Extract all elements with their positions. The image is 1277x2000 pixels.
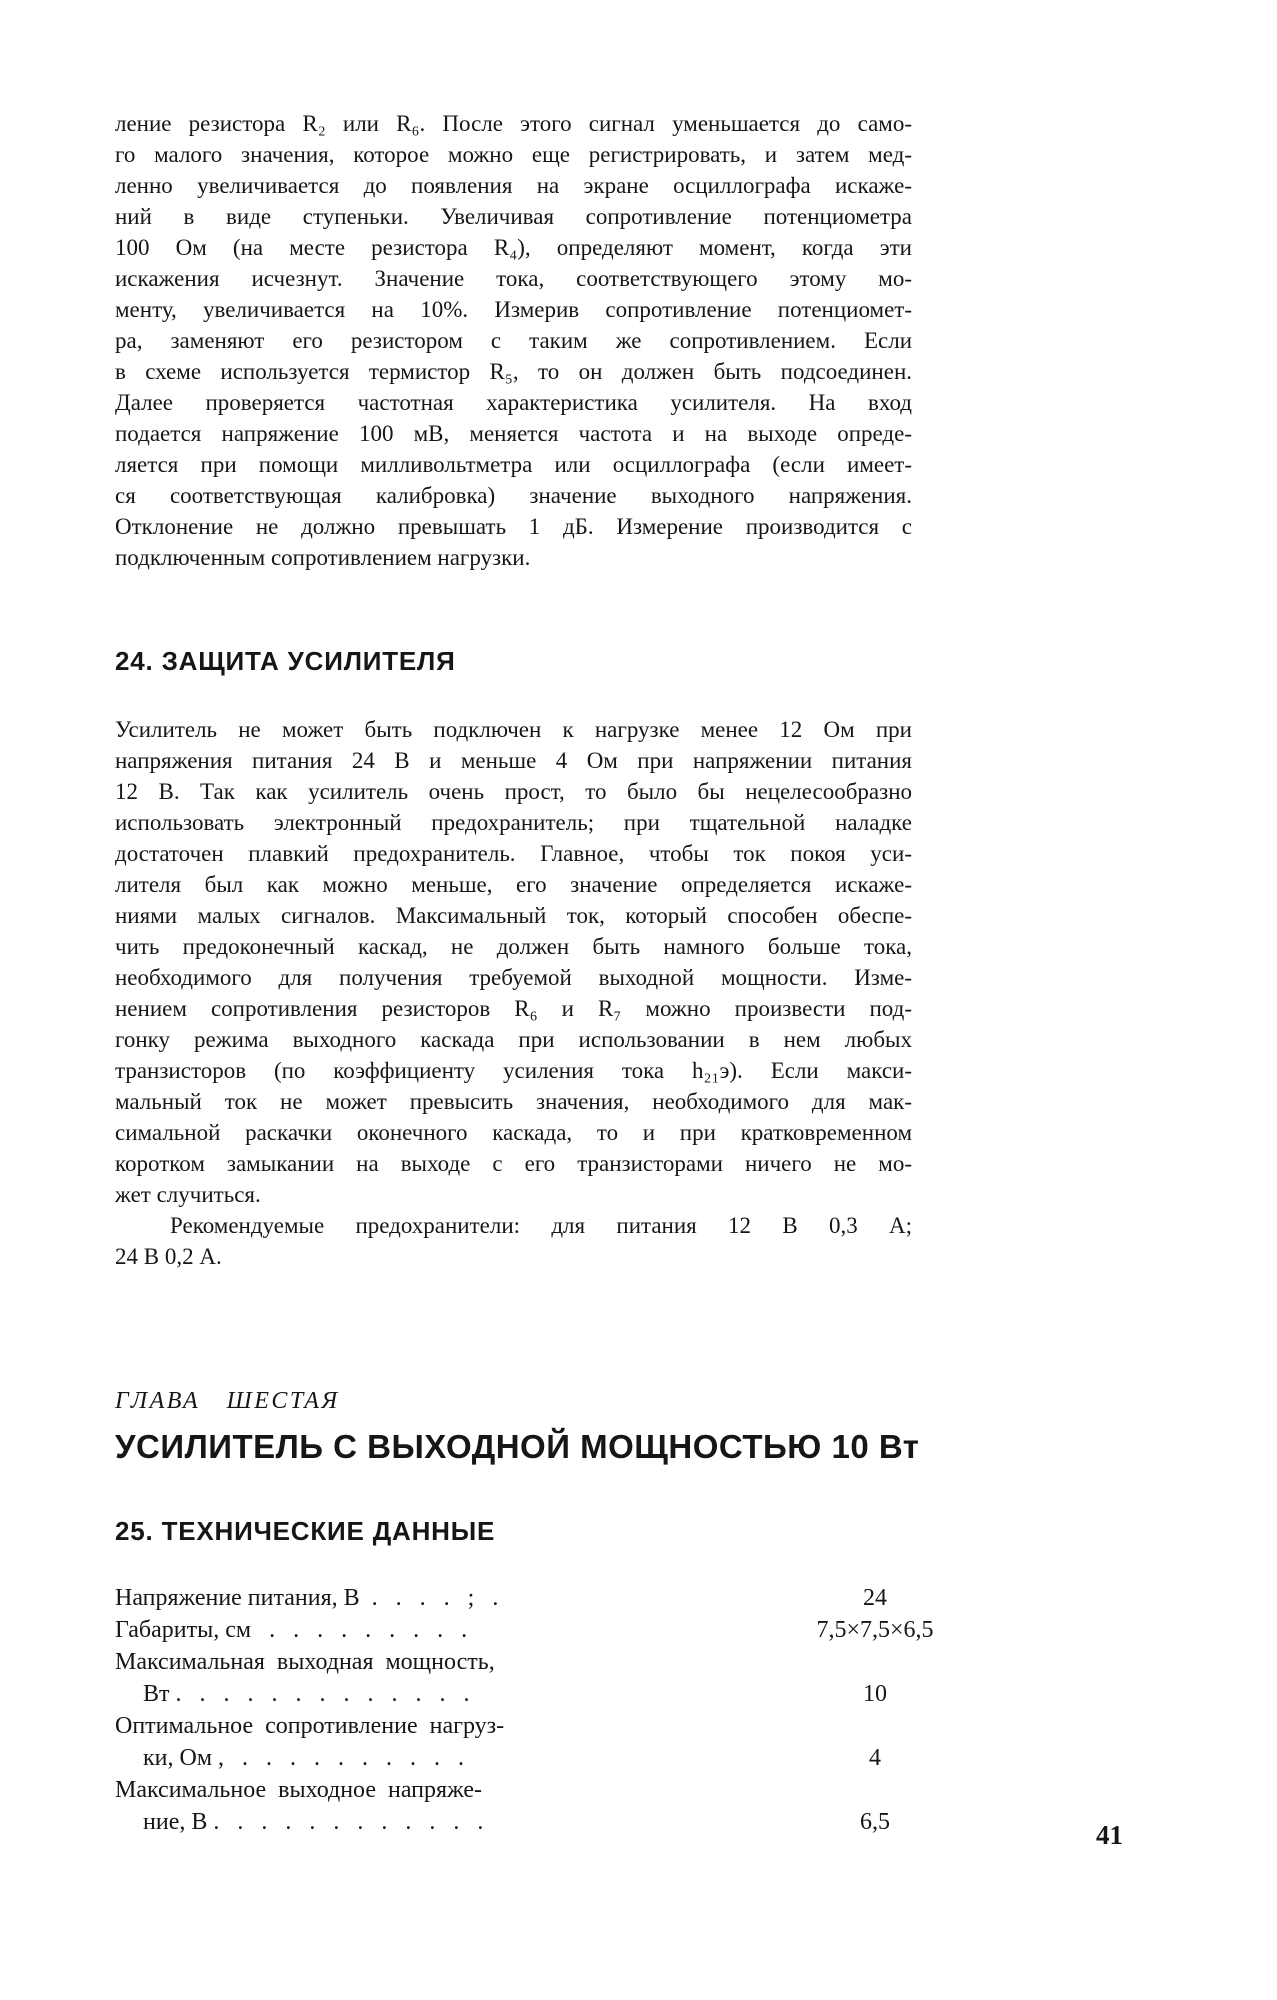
chapter-title: УСИЛИТЕЛЬ С ВЫХОДНОЙ МОЩНОСТЬЮ 10 Вт xyxy=(115,1428,920,1465)
text-line: коротком замыкании на выходе с его транзисторами ничего не мо- xyxy=(115,1151,912,1176)
text-line: транзисторов (по коэффициенту усиления тока h₂₁э). Если макси- xyxy=(115,1058,912,1083)
spec-row xyxy=(115,1710,912,1742)
spec-row xyxy=(115,1614,934,1646)
section-24-paragraph xyxy=(115,714,912,1210)
spec-value: 4 xyxy=(869,1745,881,1771)
text-line: Далее проверяется частотная характеристика усилителя. На вход xyxy=(115,390,912,415)
spec-value: 10 xyxy=(863,1681,887,1707)
text-line: чить предоконечный каскад, не должен быть намного больше тока, xyxy=(115,934,912,959)
section-24-heading: 24. ЗАЩИТА УСИЛИТЕЛЯ xyxy=(115,646,456,676)
text-line: искажения исчезнут. Значение тока, соответствующего этому мо- xyxy=(115,266,912,291)
spec-label: ние, В . . . . . . . . . . . . xyxy=(143,1809,484,1835)
text-line: ниями малых сигналов. Максимальный ток, который способен обеспе- xyxy=(115,903,912,928)
text-line: ний в виде ступеньки. Увеличивая сопротивление потенциометра xyxy=(115,204,912,229)
spec-label: Максимальная выходная мощность, xyxy=(115,1649,495,1675)
text-line: мальный ток не может превысить значения, необходимого для мак- xyxy=(115,1089,912,1114)
chapter-kicker: ГЛАВА ШЕСТАЯ xyxy=(115,1388,340,1414)
text-line: ра, заменяют его резистором с таким же сопротивлением. Если xyxy=(115,328,912,353)
spec-label: Габариты, см . . . . . . . . . xyxy=(115,1617,468,1643)
spec-label: Оптимальное сопротивление нагруз- xyxy=(115,1713,505,1739)
text-line: нением сопротивления резисторов R₆ и R₇ можно произвести под- xyxy=(115,996,912,1021)
text-line: го малого значения, которое можно еще регистрировать, и затем мед- xyxy=(115,142,912,167)
spec-row xyxy=(115,1678,912,1710)
spec-row xyxy=(115,1774,912,1806)
text-line: гонку режима выходного каскада при использовании в нем любых xyxy=(115,1027,912,1052)
section-25-heading: 25. ТЕХНИЧЕСКИЕ ДАННЫЕ xyxy=(115,1516,496,1546)
text-line: подается напряжение 100 мВ, меняется частота и на выходе опреде- xyxy=(115,421,912,446)
page-number: 41 xyxy=(1096,1820,1123,1850)
text-line: ленно увеличивается до появления на экране осциллографа искаже- xyxy=(115,173,912,198)
text-line: подключенным сопротивлением нагрузки. xyxy=(115,545,531,570)
fuse-recommendation-line-2: 24 В 0,2 А. xyxy=(115,1244,222,1269)
spec-label: Максимальное выходное напряже- xyxy=(115,1777,482,1803)
text-line: 12 В. Так как усилитель очень прост, то было бы нецелесообразно xyxy=(115,779,912,804)
spec-label: Вт . . . . . . . . . . . . . xyxy=(143,1681,470,1707)
fuse-recommendation xyxy=(115,1210,912,1272)
text-line: менту, увеличивается на 10%. Измерив сопротивление потенциомет- xyxy=(115,297,912,322)
spec-value: 24 xyxy=(863,1585,887,1611)
fuse-recommendation-line-1: Рекомендуемые предохранители: для питания 12 В 0,3 А; xyxy=(170,1213,912,1238)
text-line: Усилитель не может быть подключен к нагрузке менее 12 Ом при xyxy=(115,717,912,742)
specs-table xyxy=(115,1582,934,1838)
spec-row xyxy=(115,1582,912,1614)
text-line: лителя был как можно меньше, его значение определяется искаже- xyxy=(115,872,912,897)
text-line: жет случиться. xyxy=(115,1182,261,1207)
spec-value: 6,5 xyxy=(860,1809,890,1835)
spec-label: Напряжение питания, В . . . . ; . xyxy=(115,1585,499,1611)
text-line: симальной раскачки оконечного каскада, то и при кратковременном xyxy=(115,1120,912,1145)
text-line: 100 Ом (на месте резистора R₄), определяют момент, когда эти xyxy=(115,235,912,260)
text-line: напряжения питания 24 В и меньше 4 Ом при напряжении питания xyxy=(115,748,912,773)
text-line: ся соответствующая калибровка) значение выходного напряжения. xyxy=(115,483,912,508)
spec-row xyxy=(115,1646,912,1678)
spec-row xyxy=(115,1806,912,1838)
text-line: ление резистора R₂ или R₆. После этого сигнал уменьшается до само- xyxy=(115,111,912,136)
spec-value: 7,5×7,5×6,5 xyxy=(816,1617,934,1643)
text-line: ляется при помощи милливольтметра или осциллографа (если имеет- xyxy=(115,452,912,477)
spec-label: ки, Ом , . . . . . . . . . . xyxy=(143,1745,465,1771)
continuation-paragraph xyxy=(115,108,912,573)
text-line: в схеме используется термистор R₅, то он должен быть подсоединен. xyxy=(115,359,912,384)
text-line: Отклонение не должно превышать 1 дБ. Измерение производится с xyxy=(115,514,912,539)
text-line: использовать электронный предохранитель; при тщательной наладке xyxy=(115,810,912,835)
spec-row xyxy=(115,1742,912,1774)
text-line: необходимого для получения требуемой выходной мощности. Изме- xyxy=(115,965,912,990)
text-line: достаточен плавкий предохранитель. Главное, чтобы ток покоя уси- xyxy=(115,841,912,866)
